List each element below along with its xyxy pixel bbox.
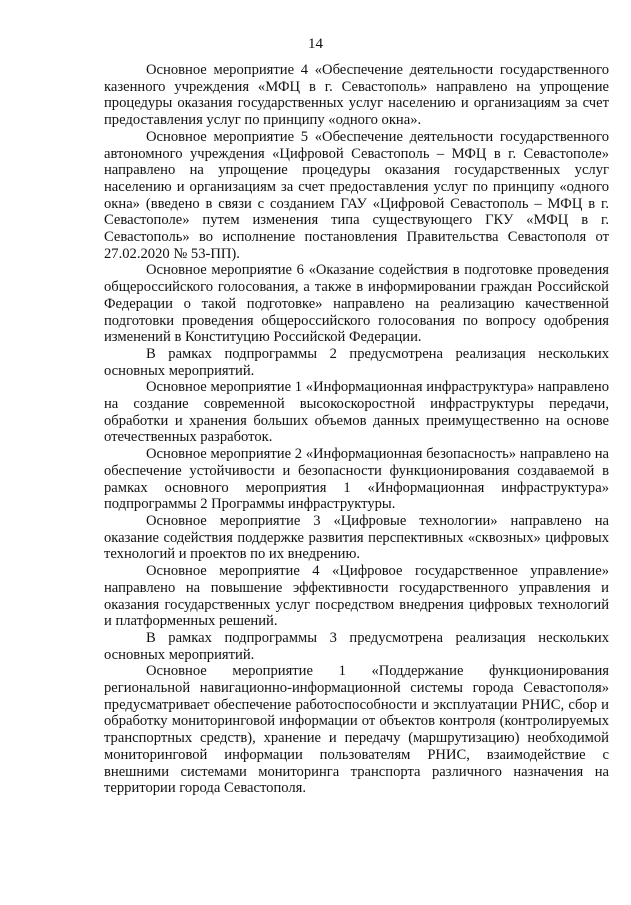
paragraph-info-security: Основное мероприятие 2 «Информационная безопасность» направлено на обеспечение устойчивости и безопасности функционирования создаваемой в рамках основного мероприятия 1 «Информационная инфраструктура» подпрограммы 2 Программы инфраструктуры.: [104, 446, 609, 513]
document-body: [104, 62, 609, 797]
page-number: 14: [308, 36, 323, 52]
paragraph-subprogram-3-intro: В рамках подпрограммы 3 предусмотрена реализация нескольких основных мероприятий.: [104, 629, 609, 663]
paragraph-voting-support: Основное мероприятие 6 «Оказание содействия в подготовке проведения общероссийского голосования, а также в информировании граждан Российской Федерации о такой подготовке» направлено на реализацию качественной подготовки проведения общероссийского голосования по вопросу одобрения изменений в Конституцию Российской Федерации.: [104, 262, 609, 346]
paragraph-digital-governance: Основное мероприятие 4 «Цифровое государственное управление» направлено на повышение эффективности государственного управления и оказания государственных услуг посредством внедрения цифровых технологий и платформенных решений.: [104, 563, 609, 630]
paragraph-rnis-support: Основное мероприятие 1 «Поддержание функционирования региональной навигационно-информационной системы города Севастополя» предусматривает обеспечение работоспособности и эксплуатации РНИС, сбор и обработку мониторинговой информации от объектов контроля (контролируемых транспортных средств), хранение и передачу (маршрутизацию) необходимой мониторинговой информации пользователям РНИС, взаимодействие с внешними системами мониторинга транспорта различного назначения на территории города Севастополя.: [104, 663, 609, 797]
paragraph-digital-technologies: Основное мероприятие 3 «Цифровые технологии» направлено на оказание содействия поддержке развития перспективных «сквозных» цифровых технологий и проектов по их внедрению.: [104, 512, 609, 563]
paragraph-info-infrastructure: Основное мероприятие 1 «Информационная инфраструктура» направлено на создание современной высокоскоростной инфраструктуры передачи, обработки и хранения больших объемов данных преимущественно на основе отечественных разработок.: [104, 379, 609, 446]
paragraph-digital-sevastopol: Основное мероприятие 5 «Обеспечение деятельности государственного автономного учреждения «Цифровой Севастополь – МФЦ в г. Севастополе» направлено на упрощение процедуры оказания государственных услуг населению и организациям за счет предоставления услуг по принципу «одного окна» (введено в связи с созданием ГАУ «Цифровой Севастополь – МФЦ в г. Севастополе» путем изменения типа существующего ГКУ «МФЦ в г. Севастополь» во исполнение постановления Правительства Севастополя от 27.02.2020 № 53-ПП).: [104, 128, 609, 262]
paragraph-mfc-sevastopol: Основное мероприятие 4 «Обеспечение деятельности государственного казенного учреждения «МФЦ в г. Севастополь» направлено на упрощение процедуры оказания государственных услуг населению и организациям за счет предоставления услуг по принципу «одного окна».: [104, 62, 609, 129]
paragraph-subprogram-2-intro: В рамках подпрограммы 2 предусмотрена реализация нескольких основных мероприятий.: [104, 345, 609, 379]
